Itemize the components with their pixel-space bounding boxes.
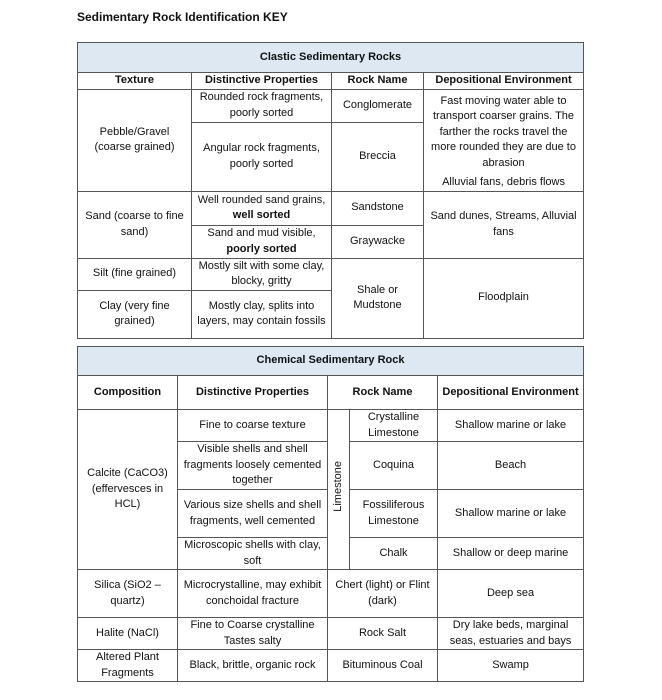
- header-depositional-environment: Depositional Environment: [424, 73, 584, 90]
- header-texture: Texture: [78, 73, 192, 90]
- properties-cell: Well rounded sand grains, well sorted: [192, 191, 332, 225]
- rock-name-cell: Breccia: [332, 122, 424, 191]
- rock-name-cell: Bituminous Coal: [328, 650, 438, 682]
- rock-name-cell: Chert (light) or Flint (dark): [328, 570, 438, 618]
- properties-cell: Black, brittle, organic rock: [178, 650, 328, 682]
- page-title: Sedimentary Rock Identification KEY: [77, 10, 288, 24]
- rock-name-cell: Coquina: [350, 442, 438, 490]
- properties-cell: Microcrystalline, may exhibit conchoidal fracture: [178, 570, 328, 618]
- environment-cell: Shallow marine or lake: [438, 490, 584, 538]
- rock-name-cell: Fossiliferous Limestone: [350, 490, 438, 538]
- rock-name-cell: Graywacke: [332, 225, 424, 258]
- composition-cell: Altered Plant Fragments: [78, 650, 178, 682]
- clastic-band-title: Clastic Sedimentary Rocks: [78, 43, 584, 73]
- rock-name-cell: Shale or Mudstone: [332, 258, 424, 338]
- environment-cell: Alluvial fans, debris flows: [424, 175, 584, 191]
- environment-cell: Swamp: [438, 650, 584, 682]
- environment-cell: Shallow marine or lake: [438, 410, 584, 442]
- properties-cell: Various size shells and shell fragments, well cemented: [178, 490, 328, 538]
- composition-cell: Calcite (CaCO3) (effervesces in HCL): [78, 410, 178, 570]
- header-distinctive-properties: Distinctive Properties: [178, 376, 328, 410]
- environment-cell: Dry lake beds, marginal seas, estuaries and bays: [438, 618, 584, 650]
- properties-cell: Sand and mud visible, poorly sorted: [192, 225, 332, 258]
- environment-cell: Fast moving water able to transport coarser grains. The farther the rocks travel the more rounded they are due to abrasion: [424, 89, 584, 175]
- environment-cell: Floodplain: [424, 258, 584, 338]
- header-depositional-environment: Depositional Environment: [438, 376, 584, 410]
- composition-cell: Halite (NaCl): [78, 618, 178, 650]
- header-rock-name: Rock Name: [328, 376, 438, 410]
- rock-name-cell: Chalk: [350, 538, 438, 570]
- texture-cell: Silt (fine grained): [78, 258, 192, 290]
- rock-name-cell: Sandstone: [332, 191, 424, 225]
- properties-cell: Fine to Coarse crystalline Tastes salty: [178, 618, 328, 650]
- environment-cell: Deep sea: [438, 570, 584, 618]
- texture-cell: Clay (very fine grained): [78, 290, 192, 338]
- environment-cell: Shallow or deep marine: [438, 538, 584, 570]
- limestone-label: Limestone: [328, 410, 350, 570]
- chemical-band-title: Chemical Sedimentary Rock: [78, 347, 584, 376]
- properties-cell: Fine to coarse texture: [178, 410, 328, 442]
- environment-cell: Beach: [438, 442, 584, 490]
- environment-cell: Sand dunes, Streams, Alluvial fans: [424, 191, 584, 258]
- chemical-table: [77, 346, 584, 682]
- properties-cell: Rounded rock fragments, poorly sorted: [192, 89, 332, 122]
- properties-cell: Microscopic shells with clay, soft: [178, 538, 328, 570]
- properties-cell: Visible shells and shell fragments loosely cemented together: [178, 442, 328, 490]
- header-composition: Composition: [78, 376, 178, 410]
- rock-name-cell: Crystalline Limestone: [350, 410, 438, 442]
- rock-name-cell: Rock Salt: [328, 618, 438, 650]
- properties-cell: Mostly silt with some clay, blocky, gritty: [192, 258, 332, 290]
- header-rock-name: Rock Name: [332, 73, 424, 90]
- clastic-table: [77, 42, 584, 339]
- header-distinctive-properties: Distinctive Properties: [192, 73, 332, 90]
- texture-cell: Sand (coarse to fine sand): [78, 191, 192, 258]
- rock-name-cell: Conglomerate: [332, 89, 424, 122]
- composition-cell: Silica (SiO2 – quartz): [78, 570, 178, 618]
- texture-cell: Pebble/Gravel (coarse grained): [78, 89, 192, 191]
- properties-cell: Mostly clay, splits into layers, may contain fossils: [192, 290, 332, 338]
- properties-cell: Angular rock fragments, poorly sorted: [192, 122, 332, 191]
